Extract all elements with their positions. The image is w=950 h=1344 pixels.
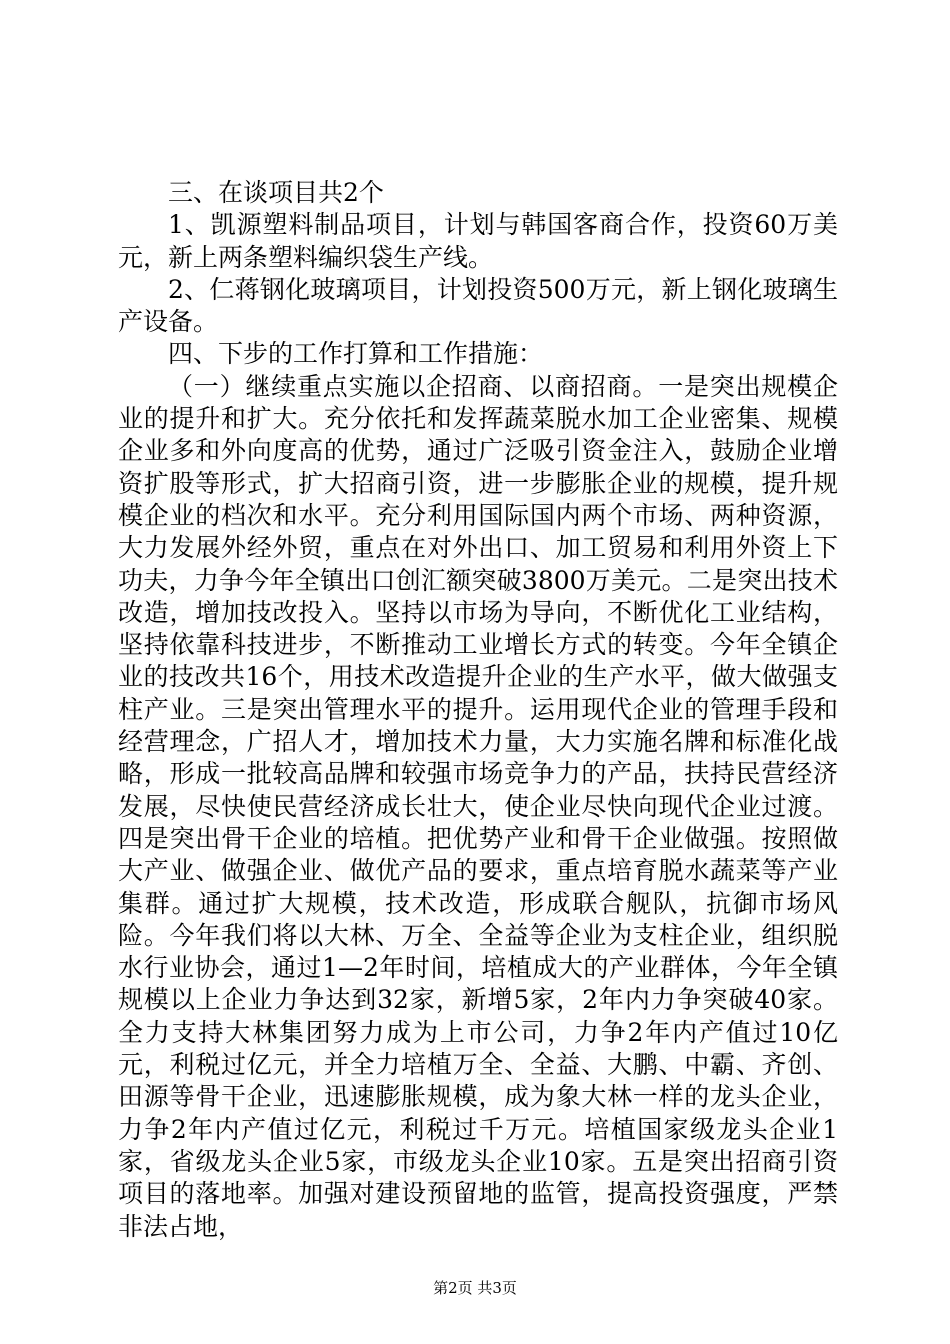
paragraph-measures: （一）继续重点实施以企招商、以商招商。一是突出规模企业的提升和扩大。充分依托和发挥蔬菜脱水加工企业密集、规模企业多和外向度高的优势，通过广泛吸引资金注入，鼓励企业增资扩股等形式，扩大招商引资，进一步膨胀企业的规模，提升规模企业的档次和水平。充分利用国际国内两个市场、两种资源，大力发展外经外贸，重点在对外出口、加工贸易和利用外资上下功夫，力争今年全镇出口创汇额突破3800万美元。二是突出技术改造，增加技改投入。坚持以市场为导向，不断优化工业结构，坚持依靠科技进步，不断推动工业增长方式的转变。今年全镇企业的技改共16个，用技术改造提升企业的生产水平，做大做强支柱产业。三是突出管理水平的提升。运用现代企业的管理手段和经营理念，广招人才，增加技术力量，大力实施名牌和标准化战略，形成一批较高品牌和较强市场竞争力的产品，扶持民营经济发展，尽快使民营经济成长壮大，使企业尽快向现代企业过渡。四是突出骨干企业的培植。把优势产业和骨干企业做强。按照做大产业、做强企业、做优产品的要求，重点培育脱水蔬菜等产业集群。通过扩大规模，技术改造，形成联合舰队，抗御市场风险。今年我们将以大林、万全、全益等企业为支柱企业，组织脱水行业协会，通过1—2年时间，培植成大的产业群体，今年全镇规模以上企业力争达到32家，新增5家，2年内力争突破40家。全力支持大林集团努力成为上市公司，力争2年内产值过10亿元，利税过亿元，并全力培植万全、全益、大鹏、中霸、齐创、田源等骨干企业，迅速膨胀规模，成为象大林一样的龙头企业，力争2年内产值过亿元，利税过千万元。培植国家级龙头企业1家，省级龙头企业5家，市级龙头企业10家。五是突出招商引资项目的落地率。加强对建设预留地的监管，提高投资强度，严禁非法占地， xyxy=(118,371,838,1241)
document-body xyxy=(118,177,838,1243)
paragraph-item-2: 2、仁蒋钢化玻璃项目，计划投资500万元，新上钢化玻璃生产设备。 xyxy=(118,274,838,337)
page-footer xyxy=(0,1278,950,1298)
paragraph-item-1: 1、凯源塑料制品项目，计划与韩国客商合作，投资60万美元，新上两条塑料编织袋生产线。 xyxy=(118,210,838,272)
section-heading-3: 三、在谈项目共2个 xyxy=(168,178,384,207)
section-heading-4: 四、下步的工作打算和工作措施： xyxy=(168,339,544,369)
page-indicator: 第2页 共3页 xyxy=(433,1279,517,1297)
